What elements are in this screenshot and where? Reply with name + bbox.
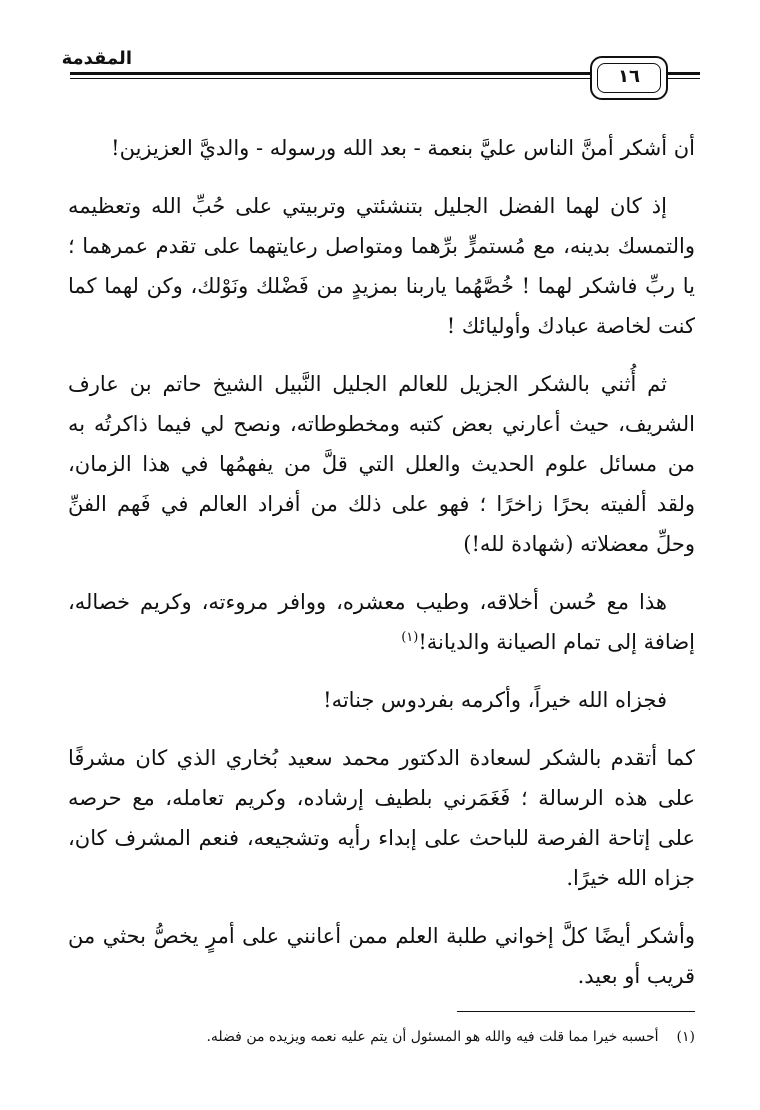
paragraph-6: كما أتقدم بالشكر لسعادة الدكتور محمد سعيد بُخاري الذي كان مشرفًا على هذه الرسالة ؛ فَغَمَرني بلطيف إرشاده، وكريم تعامله، مع حرصه على إتاحة الفرصة للباحث على إبداء رأيه وتشجيعه، فنعم المشرف كان، جزاه الله خيرًا. [68, 746, 695, 890]
paragraph-4-text: هذا مع حُسن أخلاقه، وطيب معشره، ووافر مروءته، وكريم خصاله، إضافة إلى تمام الصيانة والديانة! [68, 590, 695, 654]
main-text [68, 128, 695, 1014]
footnote-number: (١) [676, 1029, 695, 1045]
page-number-frame [590, 56, 668, 100]
paragraph-1: أن أشكر أمنَّ الناس عليَّ بنعمة - بعد الله ورسوله - والديَّ العزيزين! [111, 136, 695, 160]
paragraph-5: فجزاه الله خيراً، وأكرمه بفردوس جناته! [323, 688, 667, 712]
paragraph-2: إذ كان لهما الفضل الجليل بتنشئتي وتربيتي على حُبِّ الله وتعظيمه والتمسك بدينه، مع مُستمرٍّ برِّهما ومتواصل رعايتهما على تقدم عمرهما ؛ يا ربِّ فاشكر لهما ! خُصَّهُما ياربنا بمزيدٍ من فَضْلك ونَوْلك، وكن لهما كما كنت لخاصة عبادك وأوليائك ! [68, 194, 695, 338]
footnote-text: أحسبه خيرا مما قلت فيه والله هو المسئول أن يتم عليه نعمه ويزيده من فضله. [206, 1029, 659, 1045]
paragraph-7: وأشكر أيضًا كلَّ إخواني طلبة العلم ممن أعانني على أمرٍ يخصُّ بحثي من قريب أو بعيد. [68, 924, 695, 988]
footnote-reference[interactable]: (١) [401, 630, 419, 645]
footnote [68, 1025, 695, 1049]
paragraph-4 [68, 582, 695, 662]
footnote-separator [457, 1011, 695, 1012]
page-number: ١٦ [618, 66, 640, 87]
paragraph-3: ثم أُثني بالشكر الجزيل للعالم الجليل النَّبيل الشيخ حاتم بن عارف الشريف، حيث أعارني بعض كتبه ومخطوطاته، ونصح لي فيما ذاكرتُه به من مسائل علوم الحديث والعلل التي قلَّ من يفهمُها في هذا الزمان، ولقد ألفيته بحرًا زاخرًا ؛ فهو على ذلك من أفراد العالم في فَهم الفنِّ وحلِّ معضلاته (شهادة لله!) [68, 372, 695, 556]
running-header-title: المقدمة [61, 48, 132, 69]
